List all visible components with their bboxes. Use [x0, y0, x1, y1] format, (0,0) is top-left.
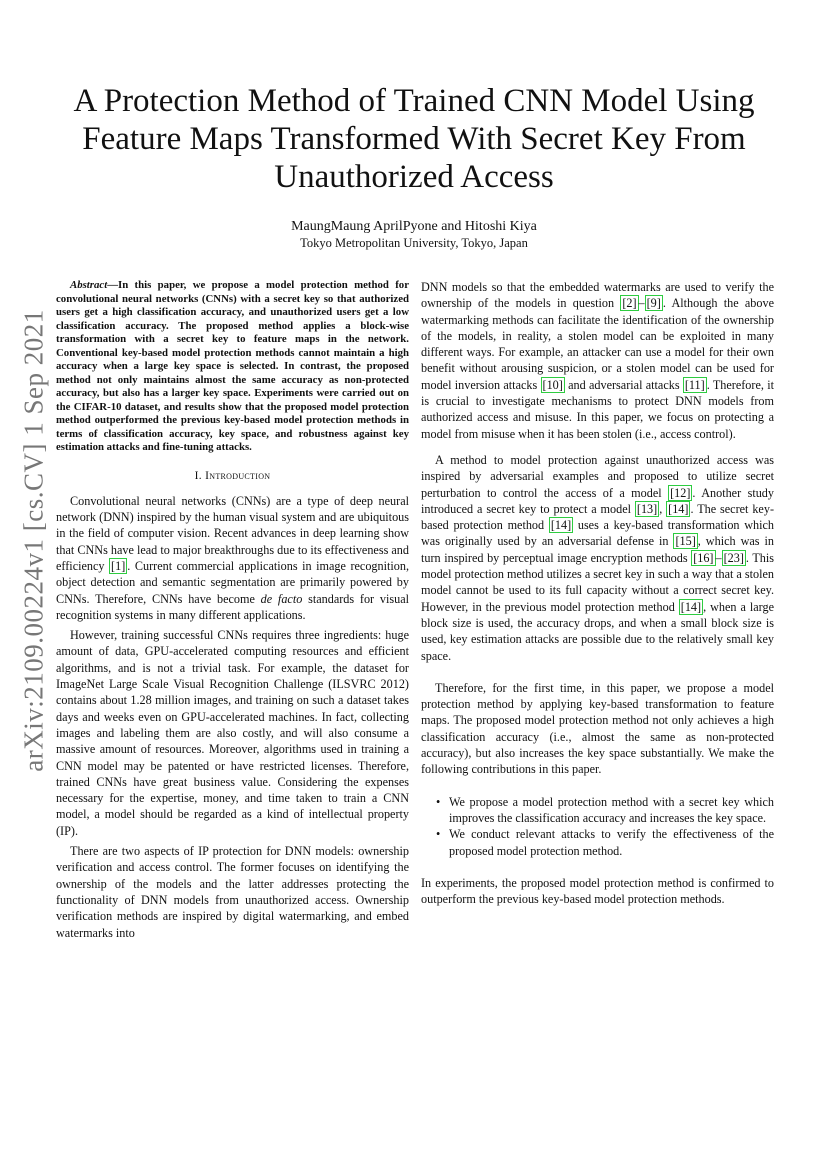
- section-heading-introduction: [56, 468, 409, 484]
- citation-link[interactable]: [14]: [668, 501, 689, 516]
- citation-link[interactable]: [2]: [622, 296, 637, 311]
- section-title: Introduction: [205, 469, 271, 482]
- intro-paragraph-4: A method to model protection against unauthorized access was inspired by adversarial examples and proposed to utilize secret perturbation to control the access of a model [12] . Another study introduced a secret key to protect a model [13] , [14] . The secret key-based protection method [14] uses a key-based transformation which was originally used by an adversarial defense in [15] , which was in turn inspired by perceptual image encryption methods [16] – [23] . This model protection method utilizes a secret key in such a way that a stolen model cannot be used to its full capacity without a correct secret key. However, in the previous model protection method [14] , when a large block size is used, the accuracy drops, and when a small block size is used, key estimation attacks are possible due to the relatively small key space.: [421, 452, 775, 663]
- citation-link[interactable]: [13]: [636, 501, 658, 516]
- paper-title: [40, 82, 788, 196]
- title-line-3: Unauthorized Access: [274, 159, 554, 195]
- left-column: [56, 279, 409, 941]
- abstract-dash: —: [107, 279, 118, 291]
- intro-paragraph-6: In experiments, the proposed model protection method is confirmed to outperform the previous key-based model protection methods.: [421, 875, 774, 907]
- intro-paragraph-1: Convolutional neural networks (CNNs) are a type of deep neural network (DNN) inspired by the human visual system and are ubiquitous in the field of computer vision. Recent advances in deep learning show that CNNs have lead to major breakthroughs due to its effectiveness and efficiency [1] . Current commercial applications in image recognition, object detection and semantic segmentation are primarily powered by CNNs. Therefore, CNNs have become de facto standards for visual recognition systems in many different applications.: [56, 493, 410, 622]
- citation-link[interactable]: [9]: [646, 296, 661, 311]
- affiliation: Tokyo Metropolitan University, Tokyo, Japan: [300, 236, 528, 250]
- citation-link[interactable]: [23]: [723, 550, 744, 565]
- right-column: [421, 279, 774, 907]
- citation-link[interactable]: [14]: [550, 518, 572, 533]
- abstract: [56, 279, 409, 455]
- citation-link[interactable]: [10]: [542, 377, 563, 392]
- citation-link[interactable]: [15]: [675, 534, 696, 549]
- authors: MaungMaung AprilPyone and Hitoshi Kiya: [291, 219, 537, 234]
- contributions-list: [421, 794, 774, 859]
- list-item: • We propose a model protection method with a secret key which improves the classification accuracy and increases the key space.: [449, 794, 774, 827]
- citation-link[interactable]: [1]: [111, 558, 126, 573]
- citation-link[interactable]: [16]: [693, 550, 714, 565]
- citation-link[interactable]: [14]: [680, 599, 702, 614]
- title-line-1: A Protection Method of Trained CNN Model Using: [73, 83, 755, 119]
- intro-paragraph-3-cont: DNN models so that the embedded watermarks are used to verify the ownership of the models in question [2] – [9] . Although the above watermarking methods can facilitate the identification of the ownership of the models, in reality, a stolen model can be exploited in many different ways. For example, an attacker can use a model for their own benefit without arousing suspicion, or a stolen model can be used for model inversion attacks [10] and adversarial attacks [11] . Therefore, it is crucial to investigate mechanisms to protect DNN models from authorized access and misuse. In this paper, we focus on protecting a model from misuse when it has been stolen (i.e., access control).: [421, 280, 774, 441]
- citation-link[interactable]: [12]: [670, 485, 691, 500]
- intro-paragraph-2: However, training successful CNNs requires three ingredients: huge amount of data, GPU-accelerated computing resources and efficient algorithms, and is not a trivial task. For example, the dataset for ImageNet Large Scale Visual Recognition Challenge (ILSVRC 2012) contains about 1.28 million images, and training on such a dataset takes days and weeks even on GPU-accelerated machines. In fact, collecting images and labeling them are also costly, and will also consume a massive amount of resources. Moreover, algorithms used in training a CNN model may be patented or have restricted licenses. Therefore, trained CNNs have great business value. Considering the expenses necessary for the expertise, money, and time taken to train a CNN model, a model should be regarded as a kind of intellectual property (IP).: [56, 628, 409, 838]
- intro-paragraph-3: There are two aspects of IP protection for DNN models: ownership verification and access control. The former focuses on identifying the ownership of the models and the latter addresses protecting the functionality of DNN models from unauthorized access. Ownership verification methods are inspired by digital watermarking, and embed watermarks into: [56, 844, 409, 940]
- citation-link[interactable]: [11]: [684, 377, 705, 392]
- arxiv-side-label: arXiv:2109.00224v1 [cs.CV] 1 Sep 2021: [18, 308, 49, 772]
- section-number: I.: [194, 469, 202, 482]
- emphasis-de-facto: de facto: [260, 591, 303, 606]
- intro-paragraph-5: Therefore, for the first time, in this paper, we propose a model protection method by applying key-based transformation to feature maps. The proposed model protection method not only achieves a high classification accuracy (i.e., almost the same as non-protected accuracy), but also increases the key space substantially. We make the following contributions in this paper.: [421, 680, 774, 777]
- abstract-text: In this paper, we propose a model protection method for convolutional neural networks (CNNs) with a secret key so that authorized users get a high classification accuracy, and unauthorized users get a low classification accuracy. The proposed method applies a block-wise transformation with a secret key to feature maps in the network. Conventional key-based model protection methods cannot maintain a high accuracy when a large key space is selected. In contrast, the proposed method not only maintains almost the same accuracy as non-protected accuracy, but also has a larger key space. Experiments were carried out on the CIFAR-10 dataset, and results show that the proposed model protection method outperformed the previous key-based model protection methods in terms of classification accuracy, key space, and robustness against key estimation attacks and fine-tuning attacks.: [56, 279, 409, 453]
- list-item: • We conduct relevant attacks to verify the effectiveness of the proposed model protection method.: [449, 826, 774, 859]
- title-line-2: Feature Maps Transformed With Secret Key From: [82, 121, 746, 157]
- abstract-lead: Abstract: [70, 279, 108, 291]
